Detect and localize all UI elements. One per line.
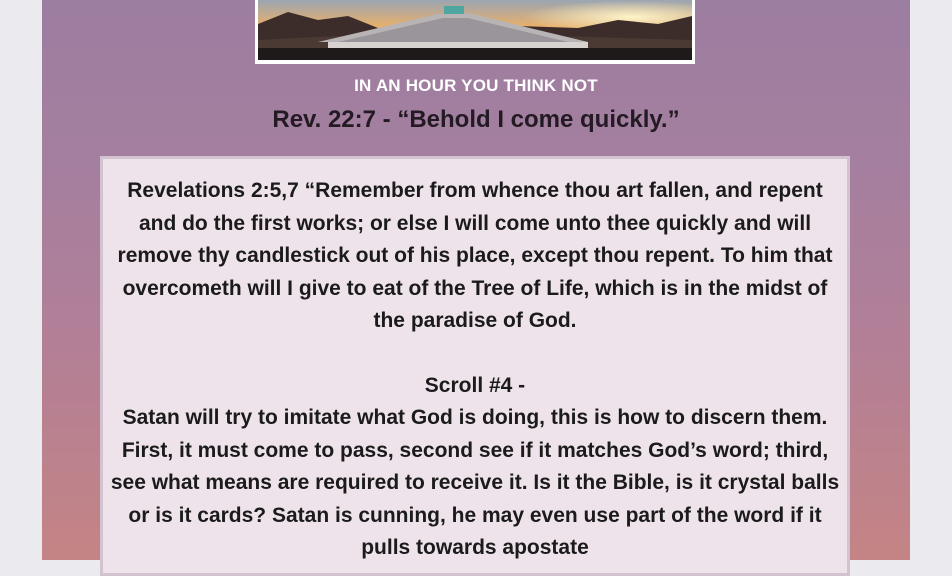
paragraph-spacer [109,338,841,370]
headline-verse: Rev. 22:7 - “Behold I come quickly.” [272,106,680,133]
poster [42,0,910,560]
header-photo-frame [255,0,695,64]
verse-paragraph: Revelations 2:5,7 “Remember from whence thou art fallen, and repent and do the first works; or else I will come unto thee quickly and will remove thy candlestick out of his place, except thou repent. To him that overcometh will I give to eat of the Tree of Life, which is in the midst of the paradise of God. [117,179,833,332]
scroll-paragraph: Satan will try to imitate what God is doing, this is how to discern them. First, it must come to pass, second see if it matches God’s word; third, see what means are required to receive it. Is it the Bible, is it crystal balls or is it cards? Satan is cunning, he may even use part of the word if it pulls towards apostate [110,406,840,559]
sunset-building-photo [258,0,692,60]
scroll-heading: Scroll #4 - [424,373,526,397]
scripture-textbox [100,156,850,576]
tagline: IN AN HOUR YOU THINK NOT [354,76,598,95]
